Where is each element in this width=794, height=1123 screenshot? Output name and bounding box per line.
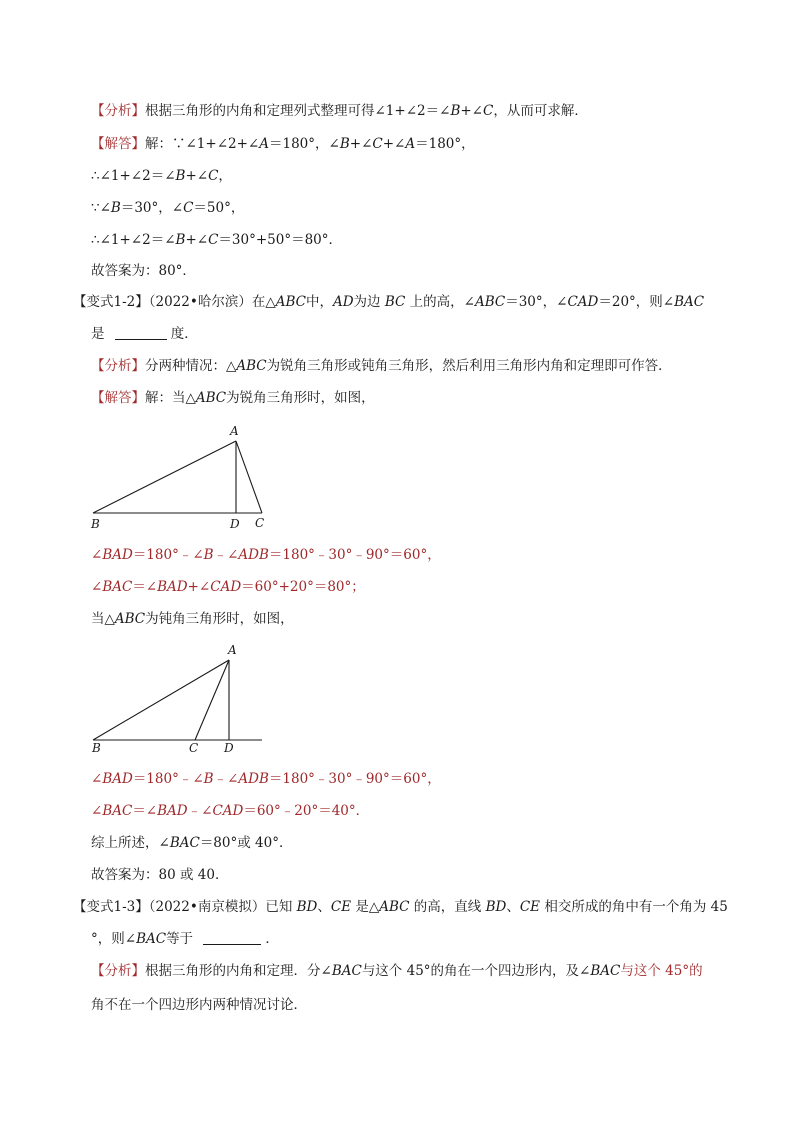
var2-question-line1: 【变式1-2】（2022•哈尔滨）在△ABC中，AD为边 BC 上的高，∠ABC＝30°，∠CAD＝20°，则∠BAC: [73, 294, 705, 310]
answer-blank: [115, 325, 167, 340]
var3-analysis-line1: 【分析】根据三角形的内角和定理．分∠BAC与这个 45°的角在一个四边形内，及∠BAC与这个 45°的: [91, 963, 703, 979]
var2-case1-line2: ∠BAC＝∠BAD+∠CAD＝60°+20°＝80°；: [91, 579, 365, 595]
var2-answer-case1: 【解答】解：当△ABC为锐角三角形时，如图，: [91, 390, 375, 406]
var2-case2-line1: ∠BAD＝180°﹣∠B﹣∠ADB＝180°﹣30°﹣90°＝60°，: [91, 771, 441, 787]
sol1-analysis-line: 【分析】根据三角形的内角和定理列式整理可得∠1+∠2＝∠B+∠C，从而可求解．: [91, 103, 588, 119]
label-b-2: B: [92, 741, 101, 755]
answer-tag: 【解答】: [91, 136, 145, 152]
side-ba-2: [93, 660, 229, 740]
sol1-final-answer: 故答案为：80°．: [91, 263, 196, 279]
var3-analysis-line2: 角不在一个四边形内两种情况讨论．: [91, 997, 307, 1013]
sol1-answer-line2: ∴∠1+∠2＝∠B+∠C，: [91, 168, 232, 184]
label-b: B: [91, 517, 100, 531]
var2-label: 【变式1-2】: [73, 294, 149, 310]
label-a-2: A: [228, 643, 237, 657]
label-a: A: [230, 424, 239, 438]
var2-case2-intro: 当△ABC为钝角三角形时，如图，: [91, 611, 294, 627]
var2-final-answer: 故答案为：80 或 40．: [91, 867, 229, 883]
sol1-answer-line4: ∴∠1+∠2＝∠B+∠C＝30°+50°＝80°．: [91, 232, 343, 248]
var3-label: 【变式1-3】: [73, 899, 149, 915]
answer-blank: [203, 930, 261, 945]
var3-question-line1: 【变式1-3】（2022•南京模拟）已知 BD、CE 是△ABC 的高，直线 BD、CE 相交所成的角中有一个角为 45: [73, 899, 728, 915]
label-d-2: D: [224, 741, 234, 755]
analysis-tag: 【分析】: [91, 963, 145, 979]
side-ba: [93, 441, 236, 513]
var2-analysis-line: 【分析】分两种情况：△ABC为锐角三角形或钝角三角形，然后利用三角形内角和定理即可作答．: [91, 358, 672, 374]
answer-tag: 【解答】: [91, 390, 145, 406]
sol1-answer-line1: 【解答】解：∵∠1+∠2+∠A＝180°，∠B+∠C+∠A＝180°，: [91, 136, 475, 152]
var2-question-line2: 是 度．: [91, 326, 198, 342]
side-ac: [236, 441, 262, 513]
sol1-answer-line3: ∵∠B＝30°，∠C＝50°，: [91, 200, 245, 216]
label-d: D: [230, 517, 240, 531]
var3-question-line2: °，则∠BAC等于 ．: [91, 931, 279, 947]
analysis-tag: 【分析】: [91, 103, 145, 119]
analysis-tag: 【分析】: [91, 358, 145, 374]
label-c: C: [255, 516, 265, 530]
var2-summary: 综上所述，∠BAC＝80°或 40°．: [91, 835, 293, 851]
side-ac-2: [195, 660, 229, 740]
var2-case1-line1: ∠BAD＝180°﹣∠B﹣∠ADB＝180°﹣30°﹣90°＝60°，: [91, 547, 441, 563]
var2-case2-line2: ∠BAC＝∠BAD﹣∠CAD＝60°﹣20°＝40°．: [91, 803, 370, 819]
label-c-2: C: [189, 741, 199, 755]
